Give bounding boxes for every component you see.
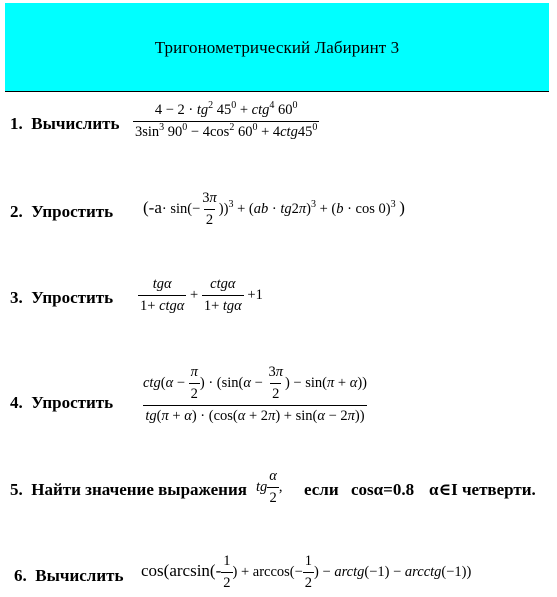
formula-5: tg $\frac{\alpha}{2}$ , [256, 468, 283, 506]
problem-instruction: Упростить [31, 288, 114, 307]
problem-number: 2. [10, 202, 23, 221]
problem-instruction: Вычислить [31, 114, 120, 133]
problem-instruction: Найти значение выражения [31, 480, 247, 499]
title-banner [5, 3, 549, 91]
problem-instruction: Вычислить [35, 566, 124, 585]
problem-number: 4. [10, 393, 23, 412]
formula-4: ctg(α − $\frac{\pi}{2}$ ) · (sin(α − $\frac{3\pi}{2}$ ) − sin(π + α)) tg(π + α) · (cos(α + 2π) + sin(α − 2π)) [143, 364, 367, 424]
formula-3: $\frac{\text{tgα}}{\text{1+ ctgα}}$ + $\frac{\text{ctgα}}{\text{1+ tgα}}$ +1 [140, 276, 263, 314]
problem-instruction: Упростить [31, 393, 114, 412]
problem-number: 1. [10, 114, 23, 133]
formula-1: $\frac{4 - 2 \cdot tg^2 45^0 + ctg^4 60^0}{3\sin^3 90^0 - 4\cos^2 60^0 + 4ctg45^0}$ [135, 100, 318, 140]
divider [5, 91, 549, 92]
problem-number: 5. [10, 480, 23, 499]
condition-prefix: если [304, 480, 339, 499]
condition-suffix: α∈I четверти. [429, 480, 536, 499]
formula-6: cos(arcsin(- $\frac{1}{2}$ ) + arccos(− $\frac{1}{2}$ ) − arctg(−1) − arcctg(−1)) [141, 553, 472, 591]
formula-2: (-a· sin(− $\frac{3\pi}{2}$ ))$^3 + (ab \cdot tg2\pi)^3 + (b \cdot \cos 0)^3$ ) [143, 190, 405, 228]
problem-number: 6. [14, 566, 27, 585]
problem-instruction: Упростить [31, 202, 114, 221]
problem-number: 3. [10, 288, 23, 307]
page-title: Тригонометрический Лабиринт 3 [154, 38, 400, 57]
condition-value: cosα=0.8 [351, 480, 415, 499]
